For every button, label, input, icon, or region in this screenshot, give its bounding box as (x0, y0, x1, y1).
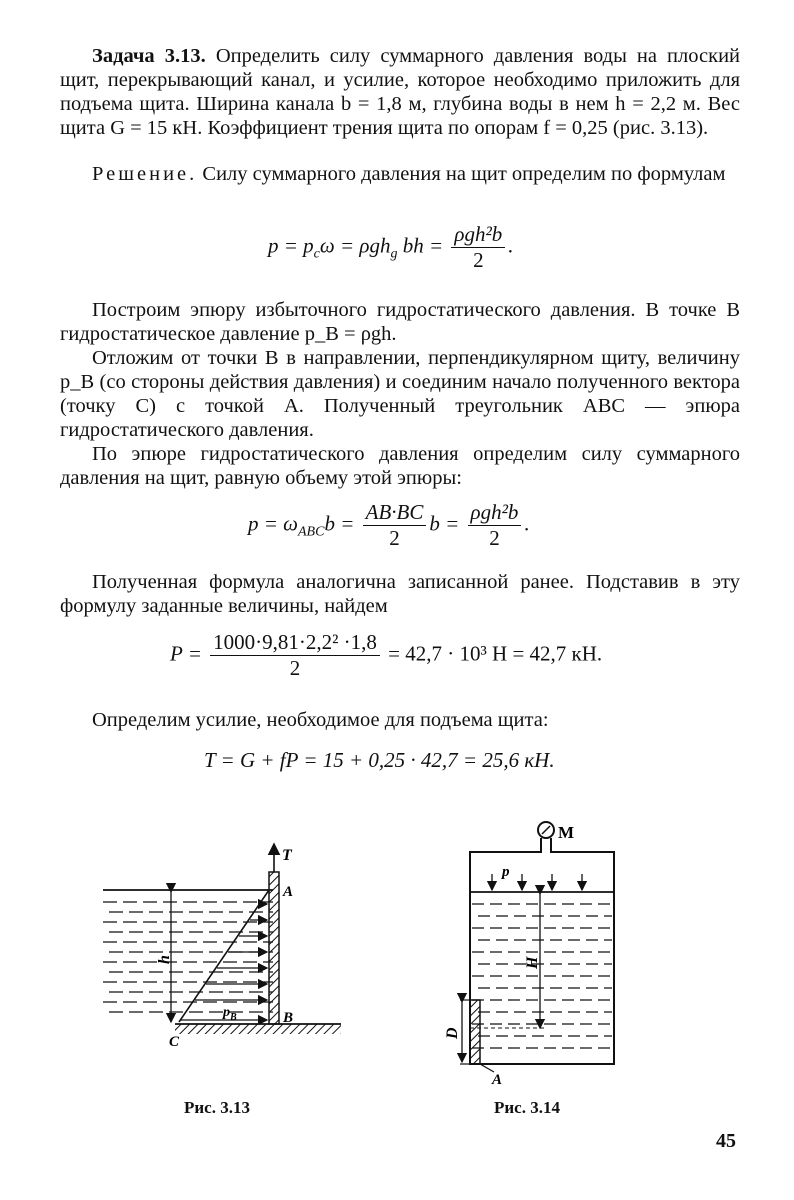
problem-title: Задача 3.13. (92, 45, 206, 67)
formula-2-sub: ABC (298, 524, 325, 540)
caption-3-14: Рис. 3.14 (494, 1098, 560, 1117)
figure-3-13 (95, 838, 345, 1068)
shield (269, 872, 279, 1024)
label-a: A (283, 884, 294, 900)
formula-3-right: = 42,7 · 10³ Н = 42,7 кН. (388, 641, 603, 666)
label-h-tank: H (524, 956, 541, 969)
formula-2-fraction-2: $\frac{\text{ρgh²b}}{2}$ (468, 500, 522, 551)
solution-intro-block (60, 162, 740, 186)
solution-intro: Силу суммарного давления на щит определим по формулам (202, 163, 726, 185)
paragraph-3: По эпюре гидростатического давления определим силу суммарного давления на щит, равную объему этой эпюры: (60, 443, 740, 489)
formula-1: $p = p_c\omega = \rho gh_g$ bh = $\frac{\text{ρgh²b}}{2}$ . (268, 222, 514, 272)
formula-1-fraction (451, 222, 505, 273)
label-pb: $p_B$ (223, 1005, 237, 1023)
label-t: T (282, 847, 292, 864)
solution-label: Решение. (92, 163, 198, 185)
formula-1-denominator: 2 (473, 248, 484, 272)
paragraph-4: Полученная формула аналогична записанной ранее. Подставив в эту формулу заданные величины, найдем (60, 571, 740, 617)
formula-3 (170, 630, 602, 681)
label-d: D (444, 1027, 461, 1039)
figure-3-14 (432, 816, 632, 1086)
formula-1-left: p = p (268, 233, 314, 258)
tank-shield (470, 1000, 480, 1064)
channel-bottom (175, 1024, 341, 1034)
page-number: 45 (716, 1130, 736, 1152)
label-a-tank: A (492, 1072, 503, 1086)
label-p: p (502, 864, 510, 880)
formula-3-left: P = (170, 641, 202, 666)
formula-3-fraction: $\frac{\text{1000·9,81·2,2² ·1,8}}{2}$ (210, 630, 380, 681)
formula-1-mid: ω = ρgh (319, 233, 391, 258)
water-hatching (103, 902, 273, 1012)
problem-text: Определить силу суммарного давления воды на плоский щит, перекрывающий канал, и усилие, которое необходимо приложить для подъема щита. Ширина канала b = 1,8 м, глубина воды в нем h = 2,2 м. Вес щита G = 15 кН. Коэффициент трения щита по опорам f = 0,25 (рис. 3.13). (60, 45, 741, 139)
paragraph-1: Построим эпюру избыточного гидростатического давления. В точке B гидростатическое давление p_B = ρgh. (60, 299, 740, 345)
formula-2-b: b = (324, 511, 355, 536)
formula-2-fraction-1: $\frac{AB\cdot BC}{2}$ (363, 500, 427, 551)
problem-block (60, 44, 740, 140)
label-b: B (283, 1010, 294, 1026)
tank-outline (470, 838, 614, 1064)
formula-2-b2: b = (429, 511, 460, 536)
label-c: C (169, 1034, 180, 1050)
paragraph-5: Определим усилие, необходимое для подъема щита: (92, 709, 549, 731)
formula-1-numerator: ρgh²b (451, 222, 505, 248)
formula-2-left: p = ω (248, 511, 298, 536)
paragraph-2: Отложим от точки B в направлении, перпендикулярном щиту, величину p_B (со стороны действия давления) и соединим начало полученного вектора (точку C) с точкой A. Полученный треугольник ABC — эпюра гидростатического давления. (60, 347, 740, 441)
tank-water-hatching (472, 904, 612, 1048)
formula-1-mid2: bh = (402, 233, 444, 258)
label-m: M (558, 823, 575, 842)
formula-4: T = G + fP = 15 + 0,25 · 42,7 = 25,6 кН. (204, 748, 555, 772)
caption-3-13: Рис. 3.13 (184, 1098, 250, 1117)
label-h: h (156, 955, 173, 964)
formula-2: $p = \omega_{ABC}b$ = $\frac{AB\cdot BC}{2}$ b = $\frac{\text{ρgh²b}}{2}$ . (248, 500, 530, 550)
